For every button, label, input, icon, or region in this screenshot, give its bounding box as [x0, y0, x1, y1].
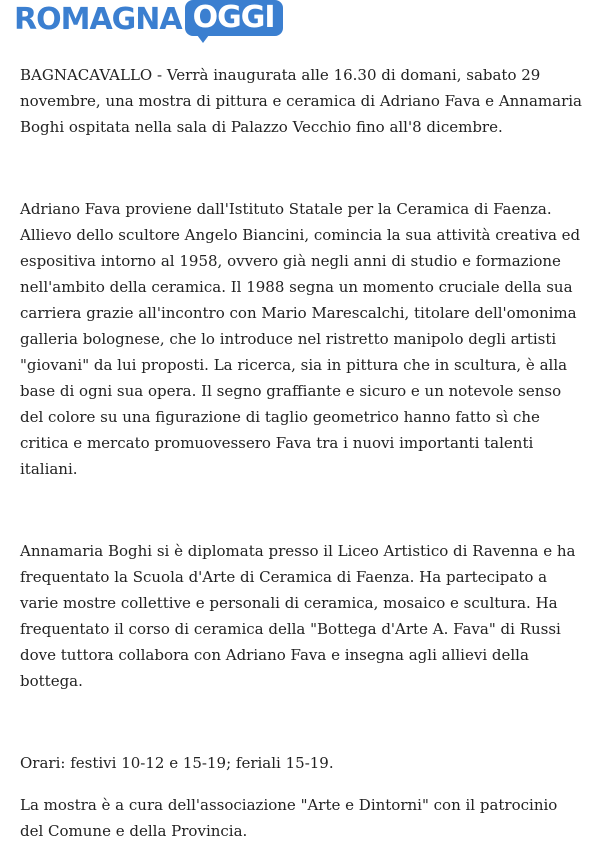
article-paragraph-intro: BAGNACAVALLO - Verrà inaugurata alle 16.30 di domani, sabato 29 novembre, una mostra di pittura e ceramica di Adriano Fava e Annamaria Boghi ospitata nella sala di Palazzo Vecchio fino all'8 dicembre.	[20, 66, 582, 136]
logo-text-accent: OGGI	[192, 0, 275, 35]
logo-text-primary: ROMAGNA	[14, 2, 182, 37]
article-paragraph-organizer: La mostra è a cura dell'associazione "Arte e Dintorni" con il patrocinio del Comune e della Provincia.	[20, 796, 558, 840]
article-body	[20, 62, 585, 844]
article-paragraph-hours: Orari: festivi 10-12 e 15-19; feriali 15-19.	[20, 754, 334, 772]
site-logo[interactable]	[14, 0, 283, 40]
article-paragraph-adriano-fava: Adriano Fava proviene dall'Istituto Statale per la Ceramica di Faenza. Allievo dello scultore Angelo Biancini, comincia la sua attività creativa ed espositiva intorno al 1958, ovvero già negli anni di studio e formazione nell'ambito della ceramica. Il 1988 segna un momento cruciale della sua carriera grazie all'incontro con Mario Marescalchi, titolare dell'omonima galleria bolognese, che lo introduce nel ristretto manipolo degli artisti "giovani" da lui proposti. La ricerca, sia in pittura che in scultura, è alla base di ogni sua opera. Il segno graffiante e sicuro e un notevole senso del colore su una figurazione di taglio geometrico hanno fatto sì che critica e mercato promuovessero Fava tra i nuovi importanti talenti italiani.	[20, 200, 581, 478]
article-paragraph-annamaria-boghi: Annamaria Boghi si è diplomata presso il Liceo Artistico di Ravenna e ha frequentato la Scuola d'Arte di Ceramica di Faenza. Ha partecipato a varie mostre collettive e personali di ceramica, mosaico e scultura. Ha frequentato il corso di ceramica della "Bottega d'Arte A. Fava" di Russi dove tuttora collabora con Adriano Fava e insegna agli allievi della bottega.	[20, 542, 576, 690]
logo-speech-bubble	[185, 0, 283, 36]
